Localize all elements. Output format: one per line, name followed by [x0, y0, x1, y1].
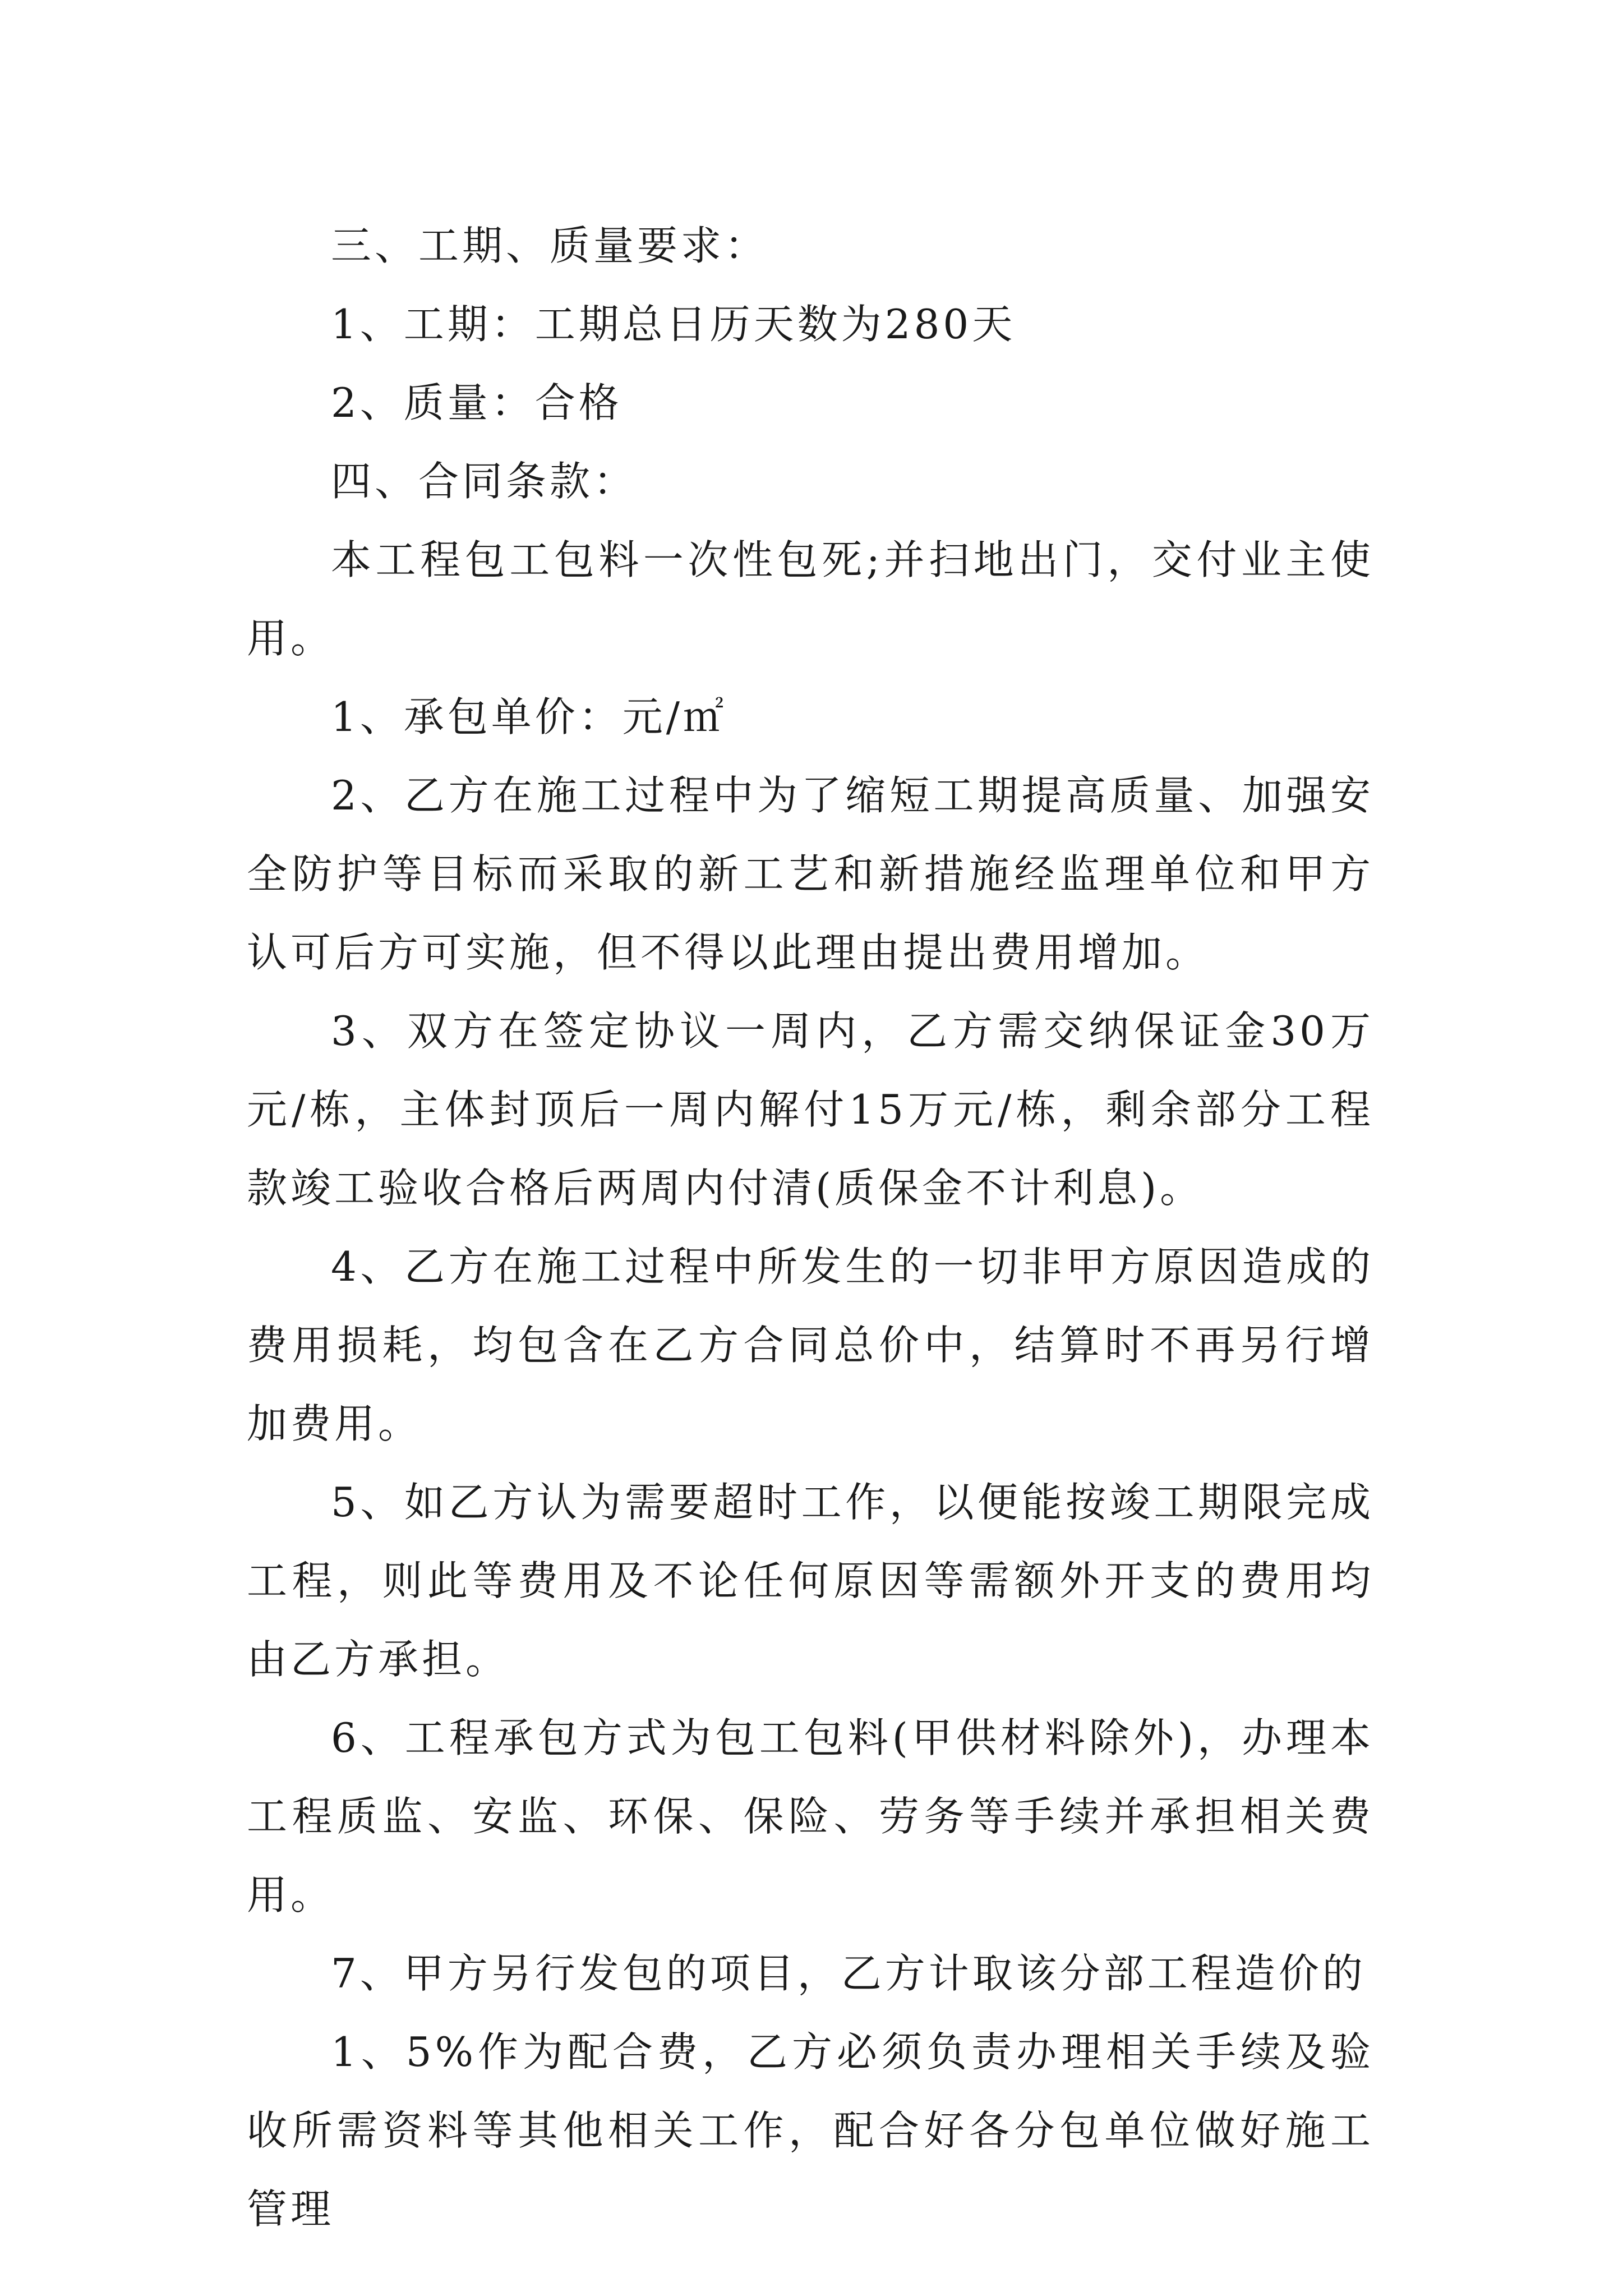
clause-schedule: 1、工期：工期总日历天数为280天: [331, 301, 1016, 348]
section-heading-schedule-quality: 三、工期、质量要求：: [331, 222, 769, 269]
clause-deposit: 3、双方在签定协议一周内，乙方需交纳保证金30万元/栋，主体封顶后一周内解付15万元/栋，剩余部分工程款竣工验收合格后两周内付清(质保金不计利息)。: [247, 1007, 1374, 1212]
clause-cost-losses: 4、乙方在施工过程中所发生的一切非甲方原因造成的费用损耗，均包含在乙方合同总价中，结算时不再另行增加费用。: [247, 1243, 1374, 1447]
clause-new-processes: 2、乙方在施工过程中为了缩短工期提高质量、加强安全防护等目标而采取的新工艺和新措施经监理单位和甲方认可后方可实施，但不得以此理由提出费用增加。: [247, 772, 1374, 976]
clause-contract-method: 6、工程承包方式为包工包料(甲供材料除外)，办理本工程质监、安监、环保、保险、劳务等手续并承担相关费用。: [247, 1714, 1374, 1918]
clause-quality: 2、质量：合格: [331, 379, 623, 426]
clause-separate-contracting: 7、甲方另行发包的项目，乙方计取该分部工程造价的: [331, 1950, 1366, 1997]
section-heading-contract-terms: 四、合同条款：: [331, 458, 638, 505]
clause-unit-price: 1、承包单价：元/㎡: [331, 693, 727, 740]
clause-coordination-fee: 1、5%作为配合费，乙方必须负责办理相关手续及验收所需资料等其他相关工作，配合好各分包单位做好施工管理: [247, 2028, 1374, 2233]
paragraph-lump-sum: 本工程包工包料一次性包死;并扫地出门，交付业主使用。: [247, 536, 1374, 662]
clause-overtime: 5、如乙方认为需要超时工作，以便能按竣工期限完成工程，则此等费用及不论任何原因等需额外开支的费用均由乙方承担。: [247, 1479, 1374, 1683]
document-body: [247, 206, 1374, 2248]
